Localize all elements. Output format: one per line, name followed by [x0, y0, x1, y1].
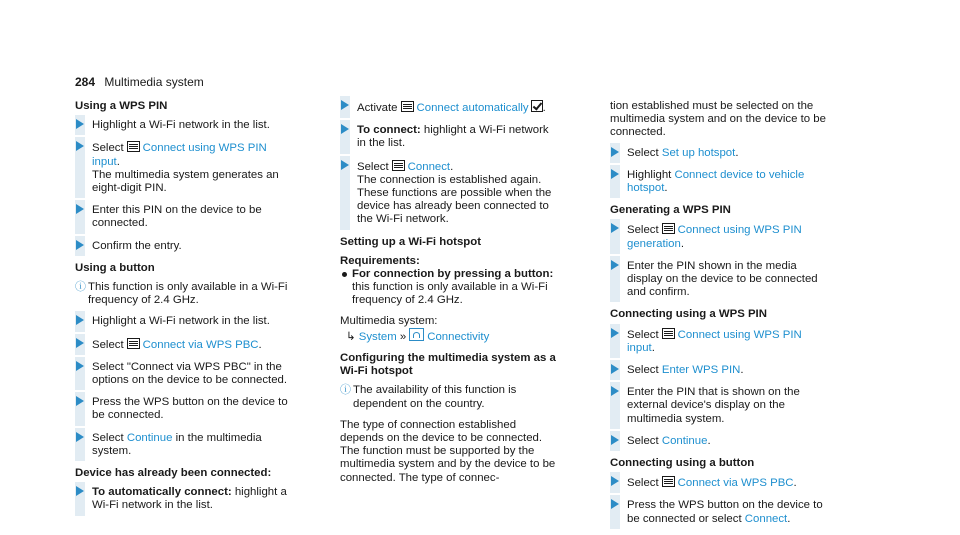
step: Press the WPS button on the device to be connected or select Connect. — [610, 499, 828, 525]
note: ⓘ The availability of this function is dependent on the country. — [340, 384, 517, 410]
heading-connecting-wps-pin: Connecting using a WPS PIN — [610, 308, 767, 321]
heading-using-wps-pin: Using a WPS PIN — [75, 100, 168, 112]
menu-icon — [662, 476, 675, 487]
requirement-item: For connection by pressing a button: this function is only available in a Wi-Fi frequency of 2.4 GHz. — [340, 268, 558, 308]
link-connect-via-wps-pbc[interactable]: Connect via WPS PBC — [142, 338, 259, 351]
column-3 — [610, 100, 828, 535]
menu-icon — [401, 101, 414, 112]
column-2 — [340, 100, 558, 485]
step: Select Connect using WPS PIN input. The multimedia system generates an eight-digit PIN. — [75, 141, 293, 195]
arrow-icon — [76, 119, 84, 129]
arrow-icon — [76, 240, 84, 250]
step: Highlight a Wi-Fi network in the list. — [75, 119, 293, 132]
arrow-icon — [76, 315, 84, 325]
arrow-icon — [76, 432, 84, 442]
link-continue[interactable]: Continue — [126, 431, 173, 444]
page-number: 284 — [75, 75, 96, 89]
menu-icon — [392, 160, 405, 171]
paragraph-continued: tion established must be selected on the multimedia system and on the device to be connected. — [610, 100, 826, 139]
checkbox-icon — [531, 100, 543, 112]
arrow-icon — [611, 364, 619, 374]
link-connect-wps-pin-input[interactable]: Connect using WPS PIN input — [92, 142, 267, 168]
arrow-icon — [341, 124, 349, 134]
step: Select Continue. — [610, 435, 828, 448]
arrow-icon — [611, 169, 619, 179]
step: Enter this PIN on the device to be connected. — [75, 204, 293, 230]
note: ⓘ This function is only available in a Wi-Fi frequency of 2.4 GHz. — [75, 281, 288, 307]
path-connectivity[interactable]: Connectivity — [427, 330, 490, 343]
multimedia-label: Multimedia system: — [340, 314, 438, 327]
arrow-icon — [611, 435, 619, 445]
arrow-icon — [76, 204, 84, 214]
step: Select Connect. The connection is established again. These functions are possible when the device has already been connected to the Wi-Fi network. — [340, 160, 558, 227]
arrow-icon — [76, 338, 84, 348]
link-continue[interactable]: Continue — [661, 434, 708, 447]
step: Enter the PIN shown in the media display on the device to be connected and confirm. — [610, 260, 828, 300]
heading-configuring-hotspot: Configuring the multimedia system as a Wi-Fi hotspot — [340, 352, 556, 378]
arrow-icon — [76, 486, 84, 496]
path-system[interactable]: System — [358, 330, 397, 343]
double-chevron-icon: » — [399, 330, 407, 343]
menu-path — [340, 328, 558, 344]
step: Select Enter WPS PIN. — [610, 364, 828, 377]
menu-icon — [127, 141, 140, 152]
arrow-icon — [611, 147, 619, 157]
step: Select Connect via WPS PBC. — [610, 476, 828, 490]
info-icon: ⓘ — [340, 384, 351, 397]
step: Enter the PIN that is shown on the external device's display on the multimedia system. — [610, 386, 828, 426]
step: Select Continue in the multimedia system. — [75, 432, 293, 458]
info-icon: ⓘ — [75, 281, 86, 294]
arrow-icon — [611, 328, 619, 338]
link-connect-via-wps-pbc[interactable]: Connect via WPS PBC — [677, 477, 794, 490]
arrow-icon — [611, 476, 619, 486]
link-enter-wps-pin[interactable]: Enter WPS PIN — [661, 364, 741, 377]
step: Select Connect via WPS PBC. — [75, 338, 293, 352]
menu-icon — [662, 223, 675, 234]
arrow-icon — [341, 100, 349, 110]
page-header — [75, 75, 204, 89]
arrow-icon — [611, 223, 619, 233]
section-title: Multimedia system — [104, 75, 204, 89]
step: Highlight a Wi-Fi network in the list. — [75, 315, 293, 328]
requirements-label: Requirements: — [340, 254, 420, 267]
wifi-icon — [409, 328, 424, 341]
step: Select Set up hotspot. — [610, 147, 828, 160]
heading-generating-wps-pin: Generating a WPS PIN — [610, 204, 731, 217]
link-connect-device-hotspot[interactable]: Connect device to vehicle hotspot — [627, 168, 805, 195]
heading-connecting-button: Connecting using a button — [610, 457, 755, 470]
menu-icon — [662, 328, 675, 339]
arrow-icon — [76, 361, 84, 371]
heading-already-connected: Device has already been connected: — [75, 467, 272, 480]
step: Select Connect using WPS PIN input. — [610, 328, 828, 355]
step: To connect: highlight a Wi-Fi network in the list. — [340, 124, 558, 150]
link-connect[interactable]: Connect — [744, 512, 788, 525]
link-set-up-hotspot[interactable]: Set up hotspot — [661, 146, 736, 159]
step: Select "Connect via WPS PBC" in the options on the device to be connected. — [75, 361, 293, 387]
link-connect-automatically[interactable]: Connect automatically — [416, 102, 529, 114]
heading-using-button: Using a button — [75, 261, 155, 274]
arrow-icon — [341, 160, 349, 170]
link-connect[interactable]: Connect — [407, 160, 451, 173]
link-wps-pin-generation[interactable]: Connect using WPS PIN generation — [627, 224, 802, 250]
step: Select Connect using WPS PIN generation. — [610, 223, 828, 250]
step: Highlight Connect device to vehicle hotspot. — [610, 169, 828, 195]
arrow-icon — [76, 396, 84, 406]
paragraph: The type of connection established depends on the device to be connected. The function must be supported by the multimedia system and by the device to be connected. The type of connec- — [340, 418, 556, 484]
heading-setting-up-hotspot: Setting up a Wi-Fi hotspot — [340, 235, 481, 248]
arrow-icon — [611, 260, 619, 270]
arrow-icon — [611, 499, 619, 509]
path-arrow-icon: ↳ — [346, 330, 356, 343]
step: Press the WPS button on the device to be connected. — [75, 396, 293, 422]
step: Confirm the entry. — [75, 240, 293, 253]
step: To automatically connect: highlight a Wi-Fi network in the list. — [75, 486, 293, 512]
column-1 — [75, 100, 293, 522]
link-wps-pin-input[interactable]: Connect using WPS PIN input — [627, 328, 802, 354]
menu-icon — [127, 338, 140, 349]
arrow-icon — [611, 386, 619, 396]
step: Activate Connect automatically . — [340, 100, 558, 115]
arrow-icon — [76, 141, 84, 151]
